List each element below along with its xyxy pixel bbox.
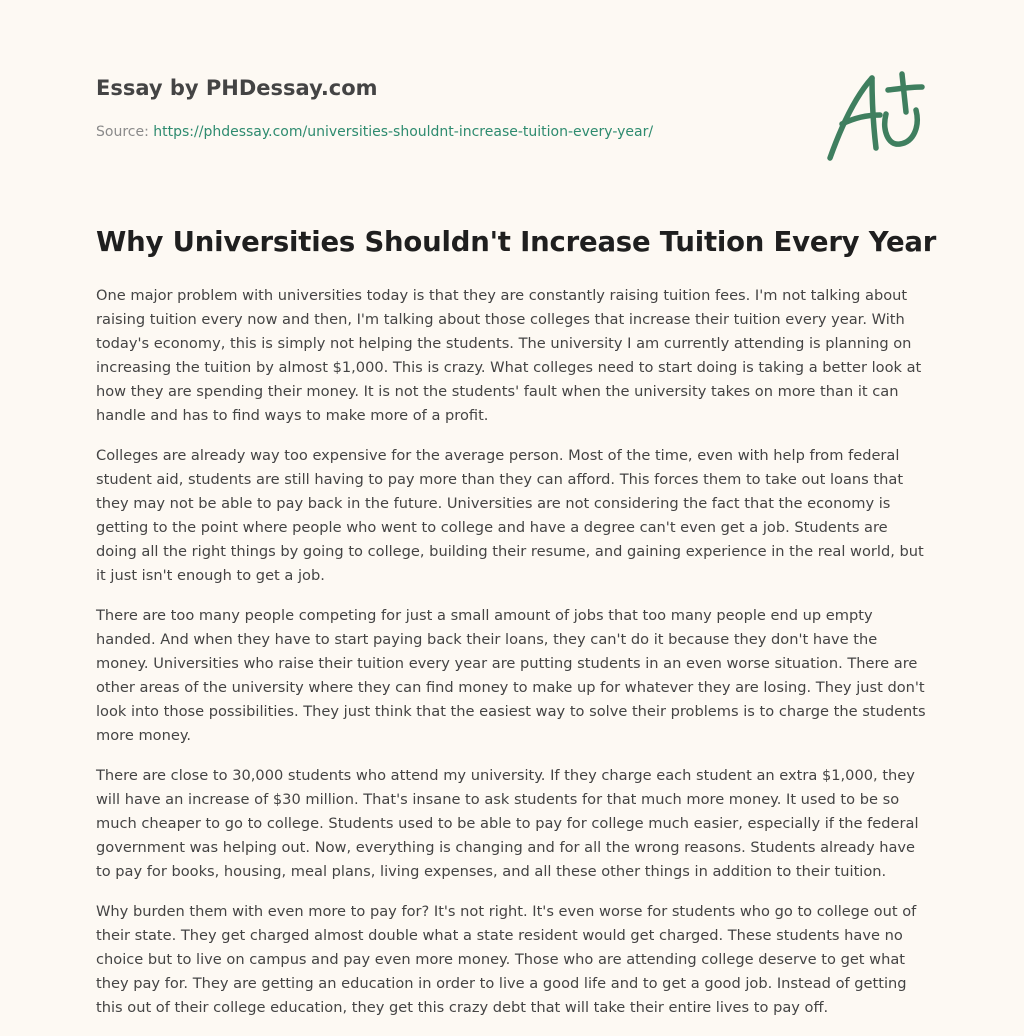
site-brand: Essay by PHDessay.com xyxy=(96,76,378,100)
a-plus-icon xyxy=(822,68,928,164)
source-label: Source: xyxy=(96,124,149,140)
essay-paragraph: There are close to 30,000 students who attend my university. If they charge each student an extra $1,000, they will have an increase of $30 million. That's insane to ask students for that much more money. It used to be so much cheaper to go to college. Students used to be able to pay for college much easier, especially if the federal government was helping out. Now, everything is changing and for all the wrong reasons. Students already have to pay for books, housing, meal plans, living expenses, and all these other things in addition to their tuition. xyxy=(96,767,919,880)
essay-paragraph: One major problem with universities today is that they are constantly raising tuition fees. I'm not talking about raising tuition every now and then, I'm talking about those colleges that increase their tuition every year. With today's economy, this is simply not helping the students. The university I am currently attending is planning on increasing the tuition by almost $1,000. This is crazy. What colleges need to start doing is taking a better look at how they are spending their money. It is not the students' fault when the university takes on more than it can handle and has to find ways to make more of a profit. xyxy=(96,287,922,424)
source-link[interactable]: https://phdessay.com/universities-shouldnt-increase-tuition-every-year/ xyxy=(153,124,654,140)
essay-paragraph: Why burden them with even more to pay for? It's not right. It's even worse for students who go to college out of their state. They get charged almost double what a state resident would get charged. These students have no choice but to live on campus and pay even more money. Those who are attending college deserve to get what they pay for. They are getting an education in order to live a good life and to get a good job. Instead of getting this out of their college education, they get this crazy debt that will take their entire lives to pay off. xyxy=(96,903,917,1016)
essay-title: Why Universities Shouldn't Increase Tuition Every Year xyxy=(96,226,937,258)
essay-body xyxy=(96,284,926,1036)
source-line xyxy=(96,124,653,140)
essay-paragraph: There are too many people competing for just a small amount of jobs that too many people end up empty handed. And when they have to start paying back their loans, they can't do it because they don't have the money. Universities who raise their tuition every year are putting students in an even worse situation. There are other areas of the university where they can find money to make up for whatever they are losing. They just don't look into those possibilities. They just think that the easiest way to solve their problems is to charge the students more money. xyxy=(96,607,926,744)
essay-paragraph: Colleges are already way too expensive for the average person. Most of the time, even with help from federal student aid, students are still having to pay more than they can afford. This forces them to take out loans that they may not be able to pay back in the future. Universities are not considering the fact that the economy is getting to the point where people who went to college and have a degree can't even get a job. Students are doing all the right things by going to college, building their resume, and gaining experience in the real world, but it just isn't enough to get a job. xyxy=(96,447,924,584)
